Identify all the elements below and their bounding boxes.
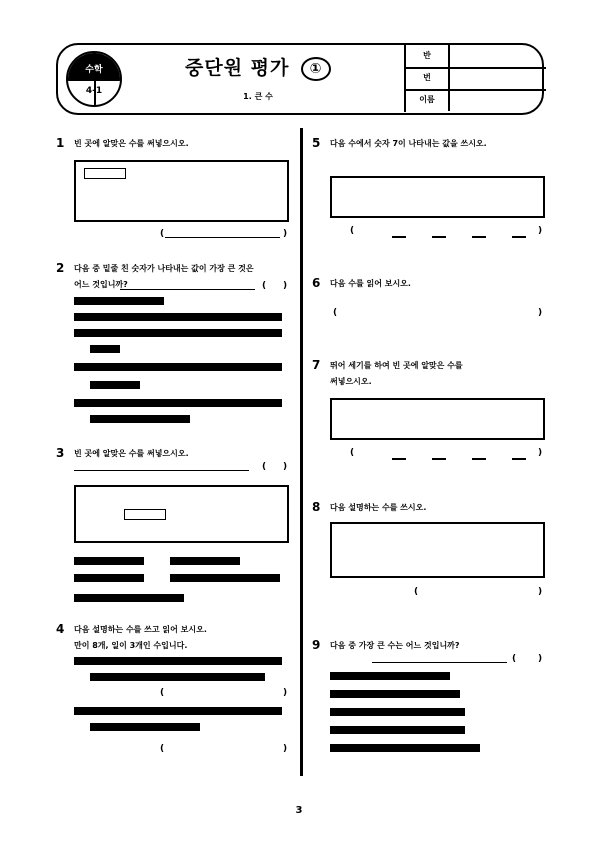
number-label: 번 <box>406 67 450 89</box>
close-paren: ) <box>283 688 288 698</box>
option-3 <box>330 708 465 716</box>
question-text: 써넣으시오. <box>330 377 372 386</box>
question-text: 다음 설명하는 수를 쓰고 읽어 보시오. <box>74 625 207 634</box>
answer-blank[interactable] <box>124 509 166 520</box>
answer-line[interactable] <box>372 662 507 663</box>
question-text: 만이 8개, 일이 3개인 수입니다. <box>74 641 188 650</box>
answer-line[interactable] <box>120 289 255 290</box>
option-4 <box>330 726 465 734</box>
question-number: 7 <box>312 358 321 372</box>
answer-blank[interactable] <box>84 168 126 179</box>
open-paren: ( <box>350 448 355 458</box>
title-number: ① <box>301 57 331 81</box>
close-paren: ) <box>538 226 543 236</box>
answer-dash <box>432 458 446 460</box>
worksheet-header <box>56 43 544 115</box>
class-label: 반 <box>406 45 450 67</box>
question-text: 다음 수에서 숫자 7이 나타내는 값을 쓰시오. <box>330 139 487 148</box>
option-4 <box>74 363 282 371</box>
logo-subject: 수학 <box>85 65 103 75</box>
question-text: 다음 설명하는 수를 쓰시오. <box>330 503 427 512</box>
question-box <box>330 176 545 218</box>
question-box <box>330 398 545 440</box>
open-paren: ( <box>512 654 517 664</box>
logo-grade: 4-1 <box>85 86 103 96</box>
close-paren: ) <box>538 308 543 318</box>
option-3 <box>74 329 282 337</box>
option-1 <box>74 557 144 565</box>
question-number: 4 <box>56 622 65 636</box>
option-5 <box>74 399 282 407</box>
number-row <box>406 67 546 91</box>
option-5 <box>74 594 184 602</box>
answer-dash <box>512 236 526 238</box>
question-box <box>74 160 289 222</box>
option-5 <box>330 744 480 752</box>
sub-question-2 <box>74 707 282 715</box>
option-2 <box>330 690 460 698</box>
page-subtitle: 1. 큰 수 <box>243 92 273 101</box>
open-paren: ( <box>414 587 419 597</box>
answer-dash <box>392 236 406 238</box>
close-paren: ) <box>538 448 543 458</box>
question-number: 3 <box>56 446 65 460</box>
close-paren: ) <box>538 587 543 597</box>
question-text: 빈 곳에 알맞은 수를 써넣으시오. <box>74 139 189 148</box>
option-5-cont <box>90 415 190 423</box>
question-text: 어느 것입니까? <box>74 280 128 289</box>
name-label: 이름 <box>406 89 450 111</box>
option-4-cont <box>90 381 140 389</box>
close-paren: ) <box>538 654 543 664</box>
student-info-grid <box>404 45 546 112</box>
close-paren: ) <box>283 281 288 291</box>
open-paren: ( <box>262 281 267 291</box>
question-number: 6 <box>312 276 321 290</box>
page-number: 3 <box>295 805 303 816</box>
option-3 <box>74 574 144 582</box>
question-number: 2 <box>56 261 65 275</box>
answer-dash <box>432 236 446 238</box>
page-title <box>138 53 378 81</box>
question-text: 뛰어 세기를 하여 빈 곳에 알맞은 수를 <box>330 361 463 370</box>
class-row <box>406 45 546 69</box>
question-text: 다음 수를 읽어 보시오. <box>330 279 411 288</box>
answer-dash <box>512 458 526 460</box>
option-3-cont <box>90 345 120 353</box>
question-number: 5 <box>312 136 321 150</box>
open-paren: ( <box>160 688 165 698</box>
question-box <box>330 522 545 578</box>
open-paren: ( <box>350 226 355 236</box>
name-row <box>406 89 546 111</box>
open-paren: ( <box>262 462 267 472</box>
option-4 <box>170 574 280 582</box>
answer-line[interactable] <box>165 237 280 238</box>
option-2 <box>74 313 282 321</box>
sub-question-2-cont <box>90 723 200 731</box>
title-text: 중단원 평가 <box>184 57 290 79</box>
open-paren: ( <box>160 744 165 754</box>
subject-logo <box>66 51 122 107</box>
answer-line[interactable] <box>74 470 249 471</box>
column-divider <box>300 128 303 776</box>
sub-question-1-cont <box>90 673 265 681</box>
close-paren: ) <box>283 229 288 239</box>
question-number: 9 <box>312 638 321 652</box>
question-text: 빈 곳에 알맞은 수를 써넣으시오. <box>74 449 189 458</box>
answer-dash <box>472 236 486 238</box>
sub-question-1 <box>74 657 282 665</box>
option-2 <box>170 557 240 565</box>
answer-dash <box>392 458 406 460</box>
close-paren: ) <box>283 462 288 472</box>
open-paren: ( <box>333 308 338 318</box>
question-text: 다음 중 가장 큰 수는 어느 것입니까? <box>330 641 460 650</box>
answer-dash <box>472 458 486 460</box>
question-box <box>74 485 289 543</box>
close-paren: ) <box>283 744 288 754</box>
question-text: 다음 중 밑줄 친 숫자가 나타내는 값이 가장 큰 것은 <box>74 264 254 273</box>
option-1 <box>74 297 164 305</box>
question-number: 8 <box>312 500 321 514</box>
open-paren: ( <box>160 229 165 239</box>
question-number: 1 <box>56 136 65 150</box>
option-1 <box>330 672 450 680</box>
